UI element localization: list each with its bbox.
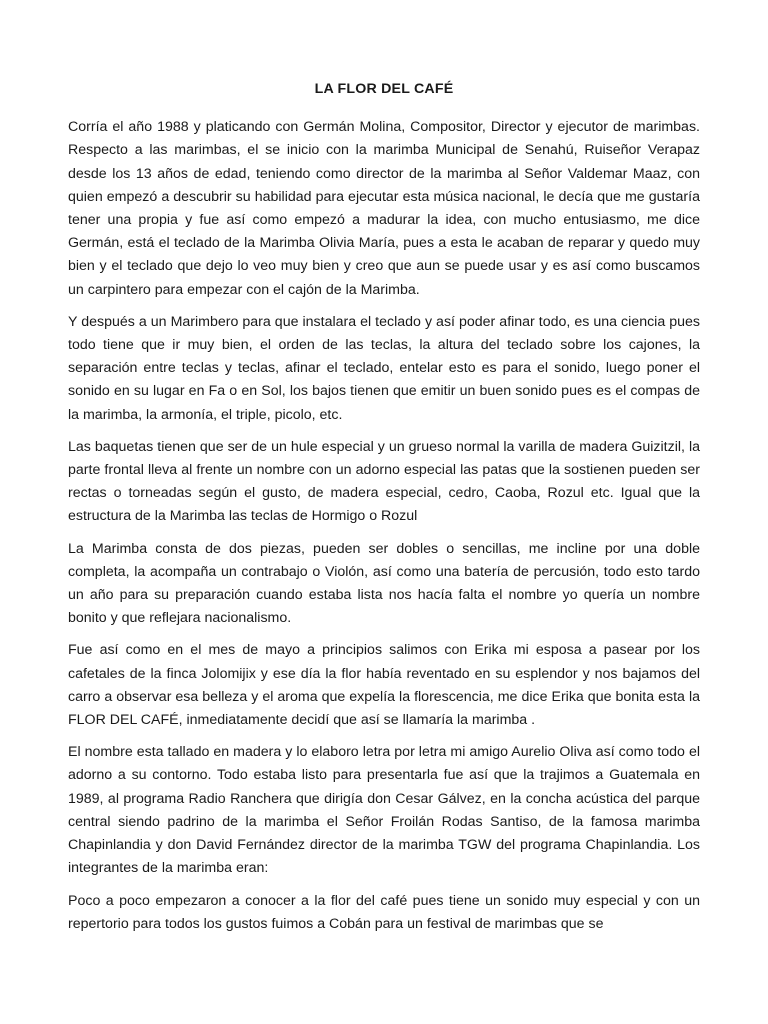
paragraph-5: Fue así como en el mes de mayo a principios salimos con Erika mi esposa a pasear por los cafetales de la finca Jolomijix y ese día la flor había reventado en su esplendor y nos bajamos del carro a observar esa belleza y el aroma que expelía la florescencia, me dice Erika que bonita esta la FLOR DEL CAFÉ, inmediatamente decidí que así se llamaría la marimba . [68, 642, 700, 729]
paragraph-3: Las baquetas tienen que ser de un hule especial y un grueso normal la varilla de madera Guizitzil, la parte frontal lleva al frente un nombre con un adorno especial las patas que la sostienen pueden ser rectas o torneadas según el gusto, de madera especial, cedro, Caoba, Rozul etc. Igual que la estructura de la Marimba las teclas de Hormigo o Rozul [68, 438, 700, 525]
paragraph-2: Y después a un Marimbero para que instalara el teclado y así poder afinar todo, es una ciencia pues todo tiene que ir muy bien, el orden de las teclas, la altura del teclado sobre los cajones, la separación entre teclas y teclas, afinar el teclado, entelar esto es para el sonido, luego poner el sonido en su lugar en Fa o en Sol, los bajos tienen que emitir un buen sonido pues es el compas de la marimba, la armonía, el triple, picolo, etc. [68, 313, 700, 423]
paragraph-4: La Marimba consta de dos piezas, pueden ser dobles o sencillas, me incline por una doble completa, la acompaña un contrabajo o Violón, así como una batería de percusión, todo esto tardo un año para su preparación cuando estaba lista nos hacía falta el nombre yo quería un nombre bonito y que reflejara nacionalismo. [68, 540, 700, 627]
paragraph-7: Poco a poco empezaron a conocer a la flor del café pues tiene un sonido muy especial y con un repertorio para todos los gustos fuimos a Cobán para un festival de marimbas que se [68, 892, 700, 932]
paragraph-6: El nombre esta tallado en madera y lo elaboro letra por letra mi amigo Aurelio Oliva así como todo el adorno a su contorno. Todo estaba listo para presentarla fue así que la trajimos a Guatemala en 1989, al programa Radio Ranchera que dirigía don Cesar Gálvez, en la concha acústica del parque central siendo padrino de la marimba el Señor Froilán Rodas Santiso, de la famosa marimba Chapinlandia y don David Fernández director de la marimba TGW del programa Chapinlandia. Los integrantes de la marimba eran: [68, 744, 700, 877]
paragraph-1: Corría el año 1988 y platicando con Germán Molina, Compositor, Director y ejecutor de marimbas. Respecto a las marimbas, el se inicio con la marimba Municipal de Senahú, Ruiseñor Verapaz desde los 13 años de edad, teniendo como director de la marimba al Señor Valdemar Maaz, con quien empezó a descubrir su habilidad para ejecutar esta música nacional, le decía que me gustaría tener una propia y fue así como empezó a madurar la idea, con mucho entusiasmo, me dice Germán, está el teclado de la Marimba Olivia María, pues a esta le acaban de reparar y quedo muy bien y el teclado que dejo lo veo muy bien y creo que aun se puede usar y es así como buscamos un carpintero para empezar con el cajón de la Marimba. [68, 119, 700, 298]
document-title: LA FLOR DEL CAFÉ [314, 81, 454, 97]
